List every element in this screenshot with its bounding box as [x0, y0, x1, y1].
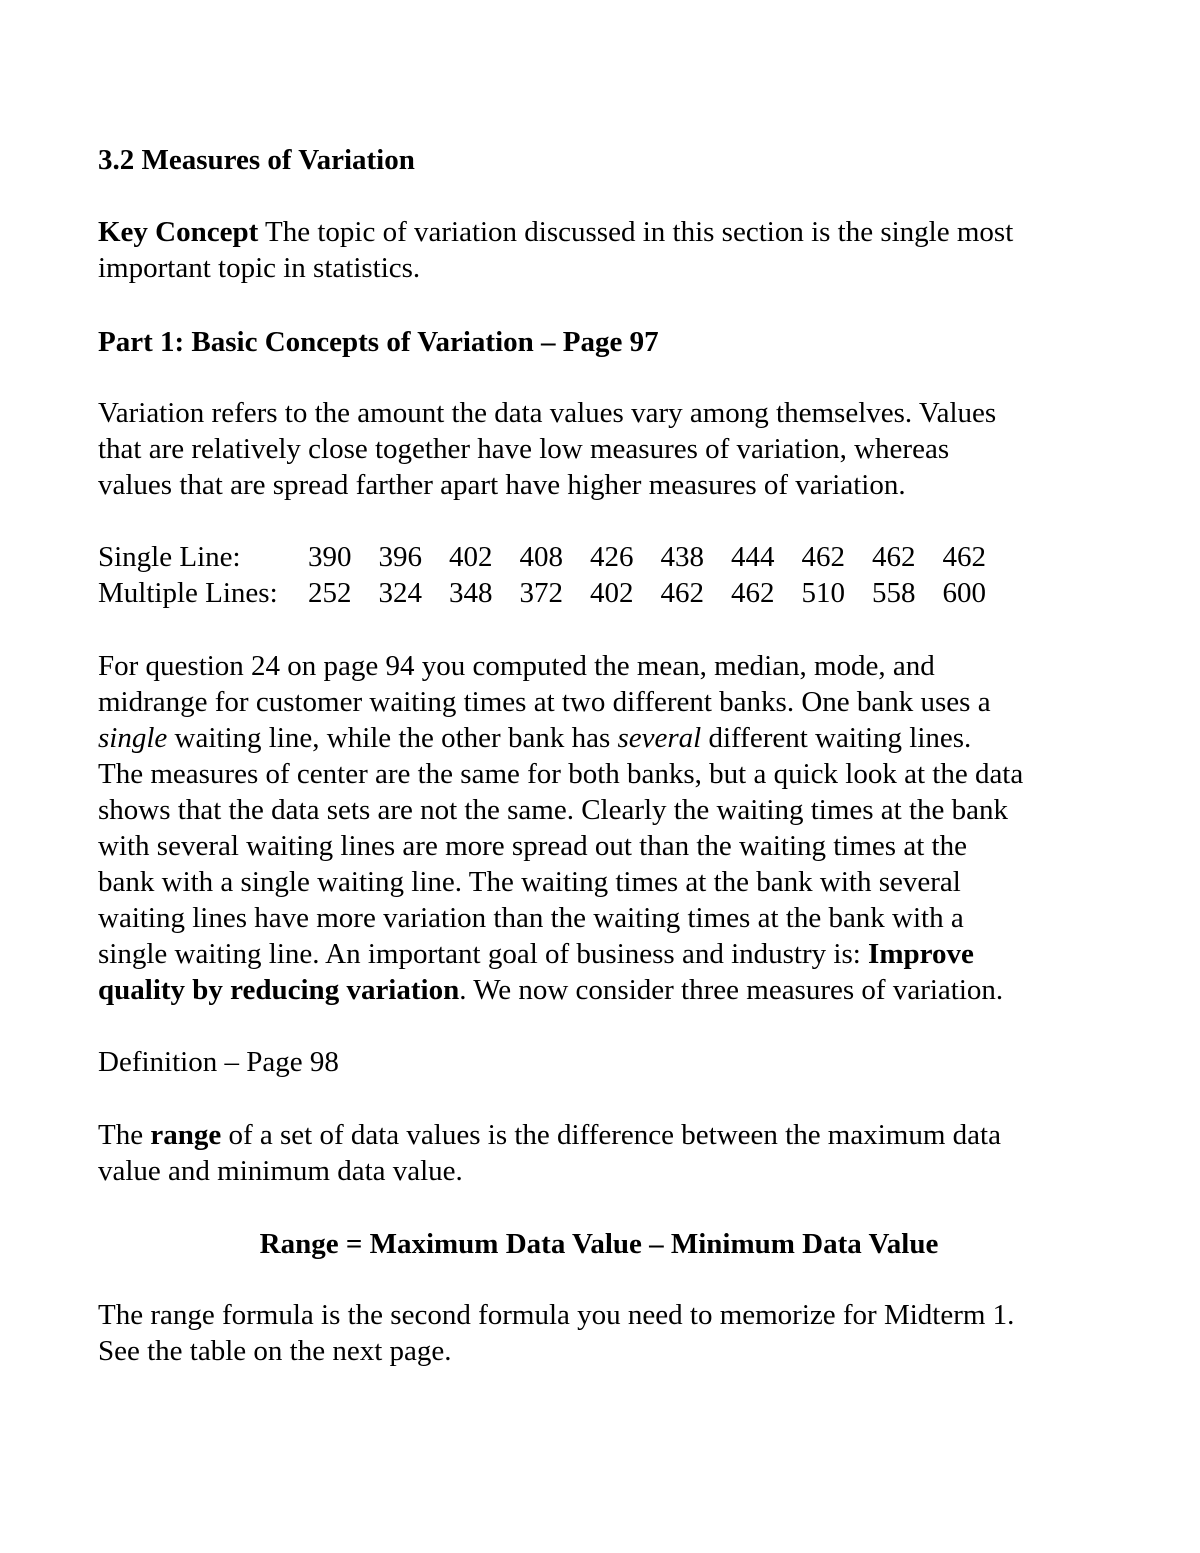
data-value: 390	[308, 541, 352, 573]
variation-intro-paragraph	[98, 395, 1118, 503]
row-label: Multiple Lines:	[98, 577, 278, 609]
emphasis-several: several	[617, 722, 702, 754]
data-value: 462	[872, 541, 916, 573]
paragraph-text: The	[98, 1119, 151, 1151]
table-row	[98, 575, 1013, 611]
data-value: 510	[801, 577, 845, 609]
data-value: 426	[590, 541, 634, 573]
paragraph-line: value and minimum data value.	[98, 1155, 463, 1187]
data-value: 444	[731, 541, 775, 573]
section-title-text: 3.2 Measures of Variation	[98, 144, 415, 176]
part-heading	[98, 324, 1118, 360]
part-heading-text: Part 1: Basic Concepts of Variation – Page 97	[98, 326, 659, 358]
section-title	[98, 142, 1118, 178]
data-value: 402	[449, 541, 493, 573]
paragraph-line: shows that the data sets are not the same. Clearly the waiting times at the bank	[98, 794, 1009, 826]
paragraph-line	[98, 936, 1118, 972]
paragraph-line: midrange for customer waiting times at two different banks. One bank uses a	[98, 686, 991, 718]
paragraph-line	[98, 720, 1118, 756]
question-paragraph	[98, 648, 1118, 1008]
table-row	[98, 539, 1013, 575]
definition-heading-text: Definition – Page 98	[98, 1046, 339, 1078]
data-value: 462	[731, 577, 775, 609]
paragraph-line	[98, 972, 1118, 1008]
key-concept-line-1	[98, 214, 1118, 250]
data-value: 462	[942, 541, 986, 573]
paragraph-line: values that are spread farther apart have higher measures of variation.	[98, 469, 906, 501]
data-value: 396	[378, 541, 422, 573]
paragraph-line: that are relatively close together have low measures of variation, whereas	[98, 433, 950, 465]
data-value: 462	[801, 541, 845, 573]
row-label: Single Line:	[98, 541, 241, 573]
key-concept-line-2: important topic in statistics.	[98, 252, 421, 284]
data-value: 462	[660, 577, 704, 609]
data-value: 324	[378, 577, 422, 609]
paragraph-text: waiting line, while the other bank has	[167, 722, 618, 754]
paragraph-line: For question 24 on page 94 you computed the mean, median, mode, and	[98, 650, 935, 682]
paragraph-text: single waiting line. An important goal of business and industry is:	[98, 938, 869, 970]
data-value: 372	[519, 577, 563, 609]
paragraph-line: bank with a single waiting line. The waiting times at the bank with several	[98, 866, 961, 898]
waiting-times-table	[98, 539, 1013, 611]
range-definition-paragraph	[98, 1117, 1118, 1189]
paragraph-line: The measures of center are the same for both banks, but a quick look at the data	[98, 758, 1024, 790]
key-concept-text: The topic of variation discussed in this section is the single most	[258, 216, 1014, 248]
paragraph-line: Variation refers to the amount the data values vary among themselves. Values	[98, 397, 997, 429]
emphasis-improve: Improve	[868, 938, 974, 970]
emphasis-single: single	[98, 722, 168, 754]
data-value: 252	[308, 577, 352, 609]
emphasis-range: range	[150, 1119, 222, 1151]
data-value: 348	[449, 577, 493, 609]
key-concept-paragraph	[98, 214, 1118, 286]
data-value: 408	[519, 541, 563, 573]
paragraph-line: The range formula is the second formula you need to memorize for Midterm 1.	[98, 1299, 1015, 1331]
data-value: 558	[872, 577, 916, 609]
definition-heading	[98, 1044, 1118, 1080]
data-value: 600	[942, 577, 986, 609]
paragraph-line	[98, 1117, 1118, 1153]
data-value: 438	[660, 541, 704, 573]
paragraph-text: of a set of data values is the difference between the maximum data	[221, 1119, 1001, 1151]
paragraph-line: waiting lines have more variation than the waiting times at the bank with a	[98, 902, 964, 934]
paragraph-text: . We now consider three measures of variation.	[459, 974, 1004, 1006]
paragraph-line: with several waiting lines are more spread out than the waiting times at the	[98, 830, 967, 862]
memo-paragraph	[98, 1297, 1118, 1369]
data-value: 402	[590, 577, 634, 609]
range-formula: Range = Maximum Data Value – Minimum Data Value	[259, 1228, 939, 1260]
key-concept-label: Key Concept	[98, 216, 259, 248]
emphasis-quality: quality by reducing variation	[98, 974, 460, 1006]
paragraph-text: different waiting lines.	[701, 722, 972, 754]
paragraph-line: See the table on the next page.	[98, 1335, 452, 1367]
